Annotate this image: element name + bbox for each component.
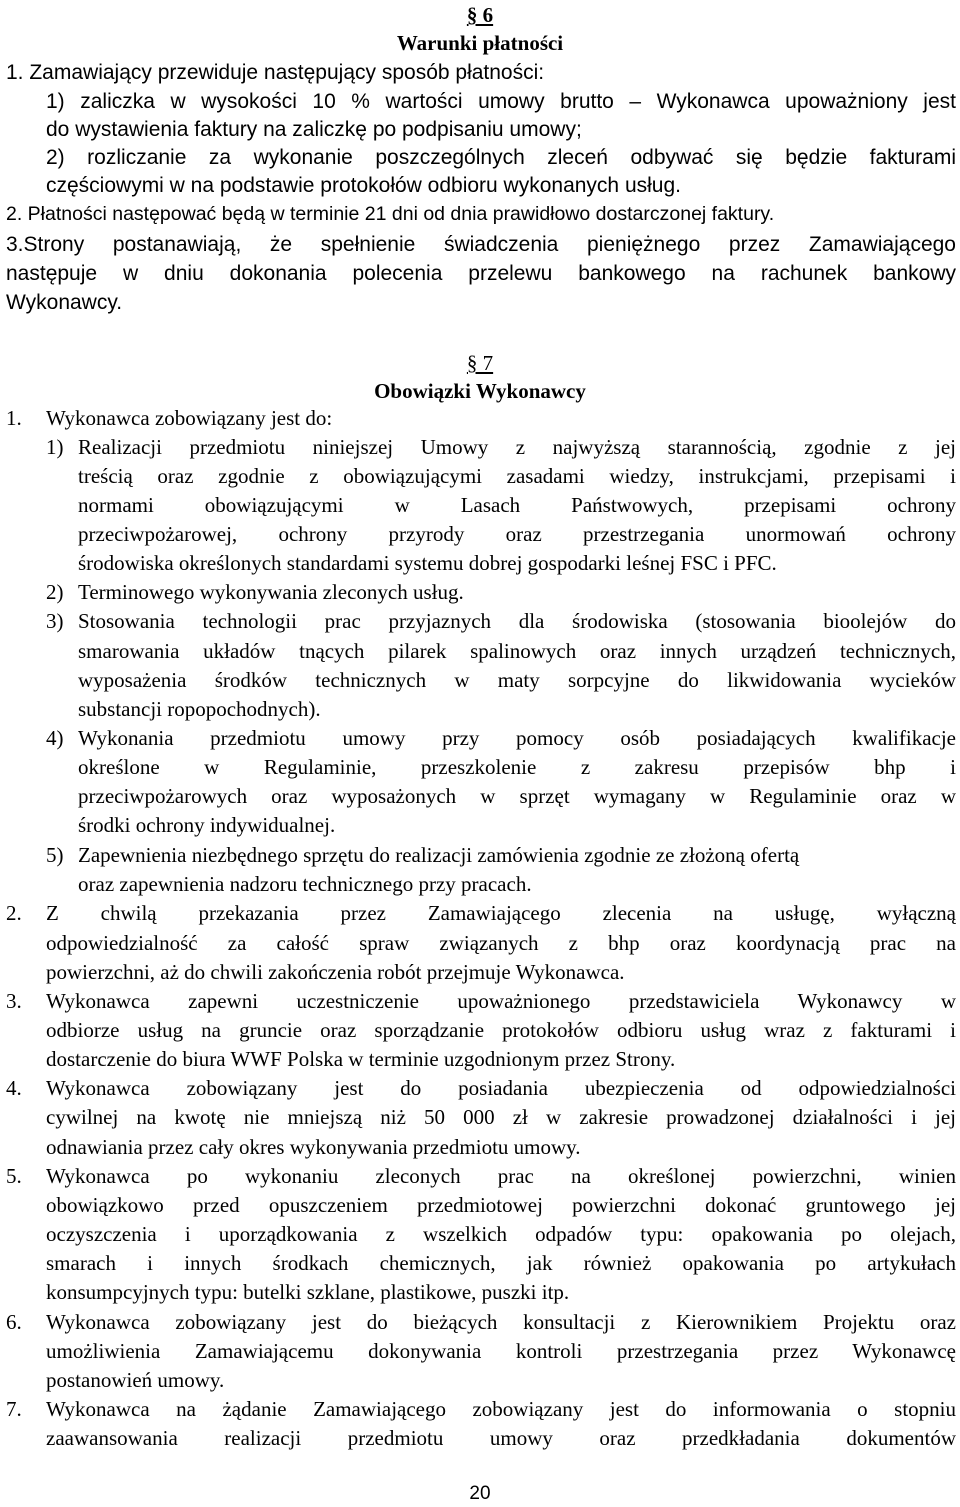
- item-2-line-2: odpowiedzialność za całość spraw związanych z bhp oraz koordynacją prac na: [46, 931, 956, 955]
- subitem-label: 3): [46, 609, 64, 633]
- subitem-4-line-2: określone w Regulaminie, przeszkolenie z zakresu przepisów bhp i: [78, 755, 956, 779]
- subitem-1-line-5: środowiska określonych standardami systemu dobrej gospodarki leśnej FSC i PFC.: [78, 551, 777, 575]
- subitem-label: 4): [46, 726, 64, 750]
- item-4-line-1: Wykonawca zobowiązany jest do posiadania ubezpieczenia od odpowiedzialności: [46, 1076, 956, 1100]
- subitem-label: 5): [46, 843, 64, 867]
- item-7-line-2: zaawansowania realizacji przedmiotu umowy oraz przedkładania dokumentów: [46, 1426, 956, 1450]
- subitem-4-line-4: środki ochrony indywidualnej.: [78, 813, 336, 837]
- subitem-1-line-4: przeciwpożarowej, ochrony przyrody oraz przestrzegania unormowań ochrony: [78, 522, 956, 546]
- item-number: 1.: [6, 406, 22, 430]
- item-5-line-1: Wykonawca po wykonaniu zleconych prac na określonej powierzchni, winien: [46, 1164, 956, 1188]
- subitem-label: 1): [46, 435, 64, 459]
- item-3-line-3: dostarczenie do biura WWF Polska w terminie uzgodnionym przez Strony.: [46, 1047, 676, 1071]
- page-number: 20: [469, 1483, 491, 1504]
- item-number: 5.: [6, 1164, 22, 1188]
- subitem-5-line-2: oraz zapewnienia nadzoru technicznego przy pracach.: [78, 872, 532, 896]
- subitem-4-line-3: przeciwpożarowych oraz wyposażonych w sprzęt wymagany w Regulaminie oraz w: [78, 784, 956, 808]
- item-6-line-3: postanowień umowy.: [46, 1368, 225, 1392]
- intro-text: Wykonawca zobowiązany jest do:: [46, 406, 333, 430]
- item-2-line-3: powierzchni, aż do chwili zakończenia robót przejmuje Wykonawca.: [46, 960, 625, 984]
- item-3-line-1: Wykonawca zapewni uczestniczenie upoważnionego przedstawiciela Wykonawcy w: [46, 989, 956, 1013]
- item-6-line-1: Wykonawca zobowiązany jest do bieżących konsultacji z Kierownikiem Projektu oraz: [46, 1310, 956, 1334]
- s6-line-9: Wykonawcy.: [6, 291, 123, 314]
- subitem-5-line-1: Zapewnienia niezbędnego sprzętu do realizacji zamówienia zgodnie ze złożoną ofertą: [78, 843, 800, 867]
- section-7-title: Obowiązki Wykonawcy: [374, 379, 586, 403]
- subitem-1-line-2: treścią oraz zgodnie z obowiązującymi zasadami wiedzy, instrukcjami, przepisami i: [78, 464, 956, 488]
- s6-line-5: częściowymi w na podstawie protokołów odbioru wykonanych usług.: [46, 174, 681, 197]
- item-3-line-2: odbiorze usług na gruncie oraz sporządzanie protokołów odbioru usług wraz z fakturami i: [46, 1018, 956, 1042]
- item-number: 3.: [6, 989, 22, 1013]
- item-5-line-3: oczyszczenia i uporządkowania z wszelkich odpadów typu: opakowania po olejach,: [46, 1222, 956, 1246]
- item-number: 7.: [6, 1397, 22, 1421]
- item-5-line-5: konsumpcyjnych typu: butelki szklane, plastikowe, puszki itp.: [46, 1280, 570, 1304]
- subitem-3-line-4: substancji ropopochodnych).: [78, 697, 321, 721]
- s6-line-4: 2) rozliczanie za wykonanie poszczególnych zleceń odbywać się będzie fakturami: [46, 146, 956, 169]
- s6-line-1: 1. Zamawiający przewiduje następujący sposób płatności:: [6, 61, 545, 84]
- subitem-1-line-3: normami obowiązującymi w Lasach Państwowych, przepisami ochrony: [78, 493, 956, 517]
- s6-line-2: 1) zaliczka w wysokości 10 % wartości umowy brutto ‒ Wykonawca upoważniony jest: [46, 90, 956, 113]
- item-number: 4.: [6, 1076, 22, 1100]
- s6-line-8: następuje w dniu dokonania polecenia przelewu bankowego na rachunek bankowy: [6, 262, 956, 285]
- item-number: 2.: [6, 901, 22, 925]
- item-number: 6.: [6, 1310, 22, 1334]
- s6-line-7: 3.Strony postanawiają, że spełnienie świadczenia pieniężnego przez Zamawiającego: [6, 233, 956, 256]
- section-6-title: Warunki płatności: [396, 31, 564, 55]
- item-5-line-2: obowiązkowo przed opuszczeniem przedmiotowej powierzchni dokonać gruntowego jej: [46, 1193, 956, 1217]
- subitem-3-line-1: Stosowania technologii prac przyjaznych dla środowiska (stosowania bioolejów do: [78, 609, 956, 633]
- item-7-line-1: Wykonawca na żądanie Zamawiającego zobowiązany jest do informowania o stopniu: [46, 1397, 956, 1421]
- item-4-line-3: odnawiania przez cały okres wykonywania przedmiotu umowy.: [46, 1135, 581, 1159]
- item-2-line-1: Z chwilą przekazania przez Zamawiającego zlecenia na usługę, wyłączną: [46, 901, 956, 925]
- subitem-2-line-1: Terminowego wykonywania zleconych usług.: [78, 580, 464, 604]
- subitem-label: 2): [46, 580, 64, 604]
- section-7-number: § 7: [466, 351, 494, 375]
- subitem-4-line-1: Wykonania przedmiotu umowy przy pomocy osób posiadających kwalifikacje: [78, 726, 956, 750]
- s6-line-3: do wystawienia faktury na zaliczkę po podpisaniu umowy;: [46, 118, 582, 141]
- s6-line-6: 2. Płatności następować będą w terminie 21 dni od dnia prawidłowo dostarczonej faktury.: [6, 203, 775, 225]
- section-6-number: § 6: [466, 3, 494, 27]
- subitem-3-line-2: smarowania układów tnących pilarek spalinowych oraz innych urządzeń technicznych,: [78, 639, 956, 663]
- item-5-line-4: smarach i innych środkach chemicznych, jak również opakowania po artykułach: [46, 1251, 956, 1275]
- subitem-1-line-1: Realizacji przedmiotu niniejszej Umowy z najwyższą starannością, zgodnie z jej: [78, 435, 956, 459]
- item-4-line-2: cywilnej na kwotę nie mniejszą niż 50 000 zł w zakresie prowadzonej działalności i jej: [46, 1105, 956, 1129]
- item-6-line-2: umożliwienia Zamawiającemu dokonywania kontroli przestrzegania przez Wykonawcę: [46, 1339, 956, 1363]
- subitem-3-line-3: wyposażenia środków technicznych w maty sorpcyjne do likwidowania wycieków: [78, 668, 956, 692]
